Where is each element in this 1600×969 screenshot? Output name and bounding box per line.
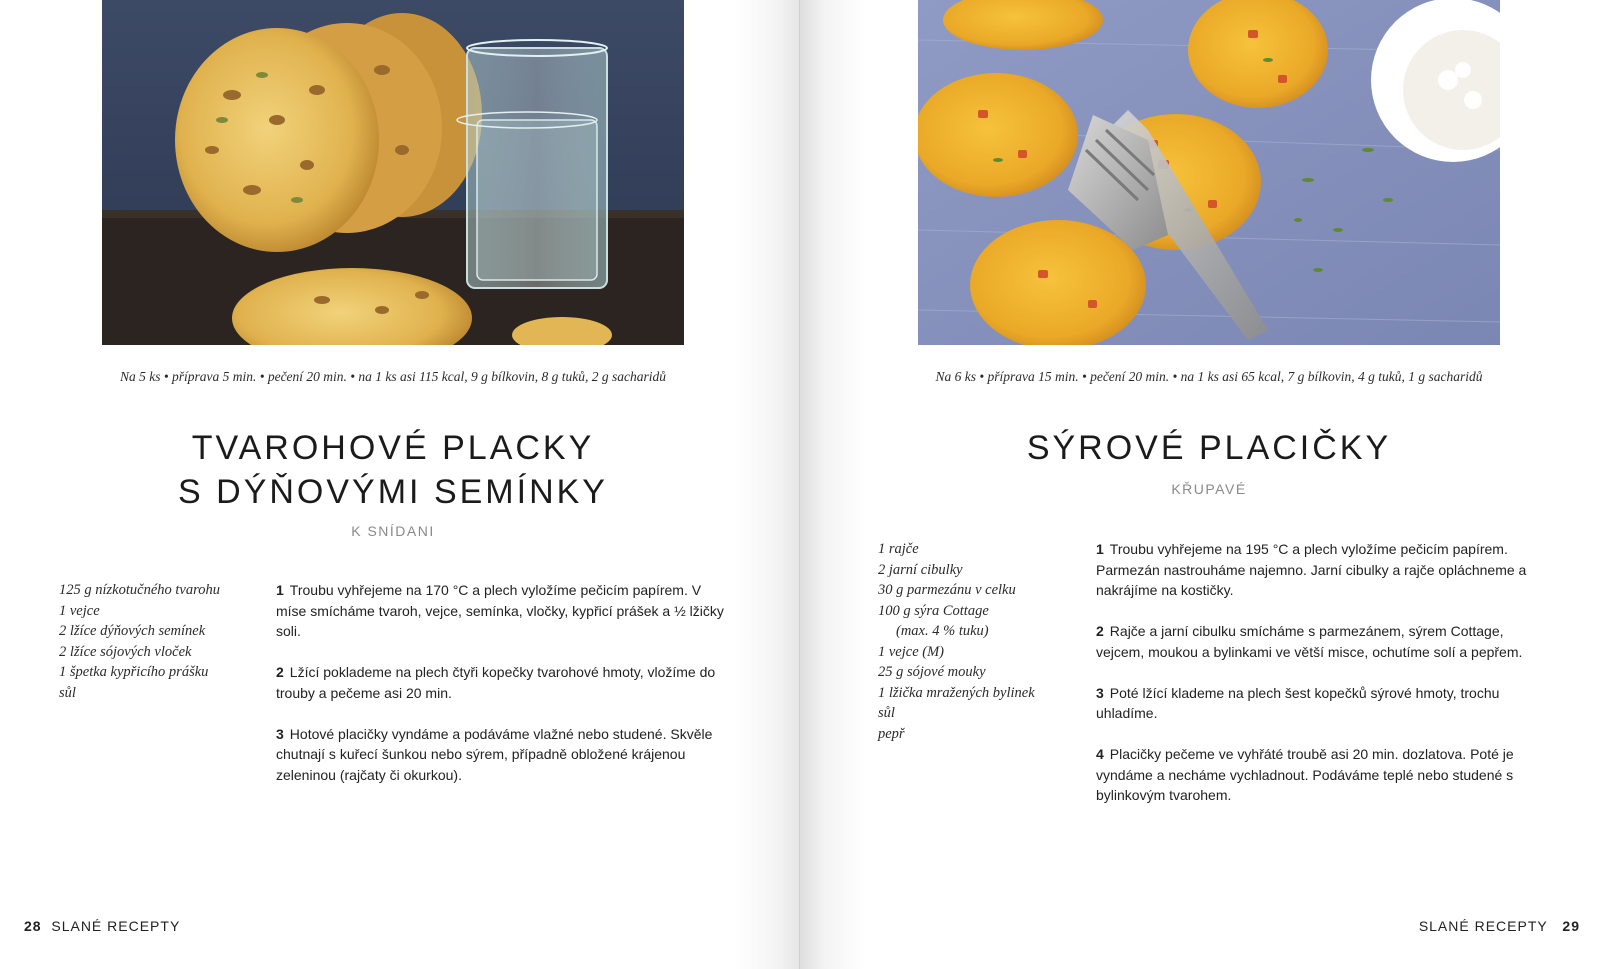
section-name: SLANÉ RECEPTY	[1418, 918, 1548, 934]
ingredient-list	[59, 580, 259, 703]
ingredient-item: 1 vejce	[59, 602, 100, 619]
ingredient-item: 1 špetka kypřicího prášku	[59, 664, 209, 680]
recipe-title-line-1: TVAROHOVÉ PLACKY	[191, 429, 595, 467]
method-step	[276, 662, 731, 703]
method-step	[1096, 621, 1551, 662]
recipe-photo-syrove-placicky	[918, 0, 1500, 345]
recipe-subtitle: KŘUPAVÉ	[1171, 481, 1247, 497]
recipe-title-line-2: S DÝŇOVÝMI SEMÍNKY	[178, 473, 608, 511]
step-number: 1	[276, 582, 284, 598]
method-step	[276, 580, 731, 642]
method-steps	[276, 580, 731, 806]
method-step	[276, 724, 731, 786]
ingredient-item: 125 g nízkotučného tvarohu	[59, 582, 220, 598]
page-footer	[24, 918, 180, 934]
method-steps	[1096, 539, 1551, 826]
ingredient-item: (max. 4 % tuku)	[896, 623, 989, 639]
recipe-subtitle: K SNÍDANI	[351, 523, 435, 539]
ingredient-item: 2 lžíce sójových vloček	[59, 643, 192, 660]
step-number: 4	[1096, 746, 1104, 762]
ingredient-item: 1 vejce (M)	[878, 643, 945, 660]
recipe-photo-tvarohove-placky	[102, 0, 684, 345]
ingredient-item: 2 jarní cibulky	[878, 561, 963, 578]
section-name: SLANÉ RECEPTY	[51, 918, 181, 934]
page-footer	[1419, 918, 1580, 934]
ingredient-item: 1 lžička mražených bylinek	[878, 684, 1035, 701]
recipe-meta: Na 5 ks • příprava 5 min. • pečení 20 min. • na 1 ks asi 115 kcal, 9 g bílkovin, 8 g tuků, 2 g sacharidů	[120, 369, 666, 384]
ingredient-item: 25 g sójové mouky	[878, 664, 986, 680]
step-text: Troubu vyhřejeme na 170 °C a plech vyložíme pečicím papírem. V míse smícháme tvaroh, vejce, semínka, vločky, kypřicí prášek a ½ lžičky soli.	[276, 582, 724, 639]
step-text: Hotové placičky vyndáme a podáváme vlažné nebo studené. Skvěle chutnají s kuřecí šunkou nebo sýrem, případně obložené krájenou zeleninou (rajčaty či okurkou).	[276, 725, 713, 783]
ingredient-item: pepř	[878, 725, 905, 742]
ingredient-item: sůl	[878, 705, 895, 721]
page-number: 28	[24, 918, 42, 934]
step-text: Poté lžící klademe na plech šest kopečků sýrové hmoty, trochu uhladíme.	[1096, 684, 1500, 721]
step-text: Rajče a jarní cibulku smícháme s parmezánem, sýrem Cottage, vejcem, moukou a bylinkami ve větší misce, ochutíme solí a pepřem.	[1096, 623, 1523, 660]
method-step	[1096, 744, 1551, 806]
recipe-title	[102, 426, 684, 514]
step-number: 3	[276, 725, 284, 742]
ingredient-item: sůl	[59, 684, 76, 701]
ingredient-item: 2 lžíce dýňových semínek	[59, 623, 206, 639]
ingredient-item: 1 rajče	[878, 541, 919, 557]
recipe-title: SÝROVÉ PLACIČKY	[1026, 429, 1392, 467]
method-step	[1096, 539, 1551, 601]
ingredient-item: 100 g sýra Cottage	[878, 602, 989, 619]
page-number: 29	[1562, 918, 1580, 934]
ingredient-item: 30 g parmezánu v celku	[878, 582, 1016, 598]
step-text: Lžící poklademe na plech čtyři kopečky tvarohové hmoty, vložíme do trouby a pečeme asi 20 min.	[276, 664, 716, 701]
ingredient-list	[878, 539, 1078, 744]
step-number: 2	[276, 664, 284, 680]
step-number: 1	[1096, 541, 1104, 557]
step-text: Placičky pečeme ve vyhřáté troubě asi 20 min. dozlatova. Poté je vyndáme a necháme vychladnout. Podáváme teplé nebo studené s bylinkovým tvarohem.	[1096, 746, 1514, 803]
recipe-meta: Na 6 ks • příprava 15 min. • pečení 20 min. • na 1 ks asi 65 kcal, 7 g bílkovin, 4 g tuků, 1 g sacharidů	[935, 369, 1483, 384]
step-number: 3	[1096, 684, 1104, 701]
step-text: Troubu vyhřejeme na 195 °C a plech vyložíme pečicím papírem. Parmezán nastrouháme najemno. Jarní cibulky a rajče opláchneme a nakrájíme na kostičky.	[1096, 541, 1527, 598]
step-number: 2	[1096, 623, 1104, 639]
method-step	[1096, 683, 1551, 724]
book-spine	[799, 0, 800, 969]
